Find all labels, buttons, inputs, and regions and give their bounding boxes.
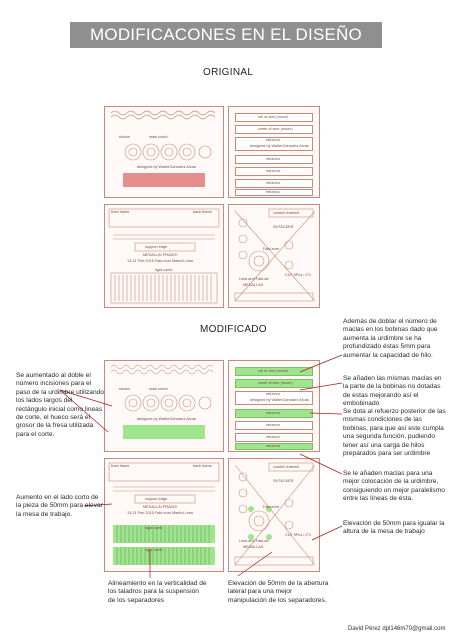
mod-side-label-2: FabLeom — [263, 505, 280, 509]
project-label: MEDALLA! PRADO! — [143, 253, 178, 257]
section-modified-label: MODIFICADO — [200, 324, 267, 335]
mod-side-top-label: comb/b frame/b — [273, 465, 300, 469]
strip-refuerzo-1: refuerzo — [235, 155, 313, 164]
mod-shown-label: shown — [119, 387, 130, 391]
strip-refuerzo-4: refuerzo — [235, 189, 313, 196]
mod-strip-designer: refuerzo designed by WalterGonzalez Arcas — [235, 391, 313, 405]
mod-support-edge-label: support edge — [145, 497, 168, 501]
annotation-right-5: Elevación de 50mm para igualar la altura de la mesa de trabajo — [343, 520, 445, 536]
side-label-4: Lima and FabLab — [239, 277, 269, 281]
strip-refuerzo-2: refuerzo — [235, 167, 313, 176]
mod-back-frame-label: back frame — [193, 464, 212, 468]
front-frame-label: front frame — [111, 210, 130, 214]
side-label-3: MEDALLAS — [243, 283, 264, 287]
strip-roll: roll of wire (moon) — [235, 113, 313, 122]
side-label-2: FabLeom — [263, 247, 280, 251]
mod-date-label: 13-21 Feb 2015 FabLeom Madrid Lima — [127, 511, 193, 515]
section-original-label: ORIGINAL — [203, 67, 254, 78]
annotation-right-4: Se le añaden maclas para una mejor colocación de la urdimbre, consiguiendo un mejor paralelismo entre las líneas de ésta. — [343, 470, 445, 503]
designer-label: designed by WalterGonzalez Arcas — [137, 165, 196, 169]
strip-designer: refuerzo designed by WalterGonzalez Arcas — [235, 137, 313, 151]
shown-label: shown — [119, 135, 130, 139]
annotation-left-2: Aumento en el lado corto de la pieza de 50mm para elevar la mesa de trabajo. — [16, 494, 103, 518]
annotation-right-2: Se añaden las mismas maclas en la parte de la bobinas no dotadas de estas mejorando así el embobinado — [343, 375, 442, 408]
side-top-label: comb/b frame/b — [273, 211, 300, 215]
mod-strip-refuerzo-3: refuerzo — [235, 433, 313, 442]
mod-side-label-3: MEDALLAS — [243, 545, 264, 549]
side-label-1: SHTACKER — [273, 225, 294, 229]
support-edge-label: support edge — [145, 245, 168, 249]
mod-front-frame-label: front frame — [111, 464, 130, 468]
page-title: MODIFICACONES EN EL DISEÑO ORINAL — [90, 25, 362, 70]
footer-credit: David Pérez dpl146m70@gmail.com — [348, 626, 446, 632]
rigid-comb-label: rigid comb — [155, 268, 173, 272]
side-label-5: CUT 5Pcs / 2*1 — [285, 273, 312, 277]
mod-side-label-5: CUT 5Pcs / 2*1 — [285, 533, 312, 537]
mod-side-label-4: Lima and FabLab — [239, 539, 269, 543]
date-label: 13-21 Feb 2015 FabLeom Madrid Lima — [127, 259, 193, 263]
back-frame-label: back frame — [193, 210, 212, 214]
strip-comb: comb of wire (moon) — [235, 125, 313, 134]
mod-main-comb-label: main comb — [149, 387, 168, 391]
annotation-left-1: Se aumentado al doble el número incisiones para el paso de la urdimbre utilizando los lados largos del rectángulo inicial como lineas de corte, el hueco será el grosor de la fresa utilizada para el corte. — [16, 372, 104, 438]
annotation-right-3: Se dota al refuerzo posterior de las mismas condiciones de las bobinas, para que así este cumpla una segunda función, pudiendo tener así una carga de hilos preparados para ser urdimbre — [343, 408, 446, 458]
mod-strip-refuerzo-4: refuerzo — [235, 443, 313, 450]
main-comb-label: main comb — [149, 135, 168, 139]
mod-strip-comb: comb of wire (moon) — [235, 379, 313, 388]
mod-designer-label: designed by WalterGonzalez Arcas — [137, 417, 196, 421]
annotation-bottom-2: Elevación de 50mm de la abertura lateral para una mejor manipulación de los separadores. — [228, 580, 329, 604]
mod-strip-refuerzo-1: refuerzo — [235, 409, 313, 418]
mod-strip-roll: roll of wire (moon) — [235, 367, 313, 376]
annotation-right-1: Además de doblar el número de maclas en los bobinas dado que aumenta la urdimbre se ha profundizado éstas 5mm para aumentar la capacidad de hilo. — [343, 318, 438, 359]
mod-rigid-comb-1: rigid comb — [145, 526, 163, 530]
strip-refuerzo-3: refuerzo — [235, 179, 313, 188]
mod-rigid-comb-2: rigid comb — [145, 548, 163, 552]
mod-strip-refuerzo-2: refuerzo — [235, 421, 313, 430]
annotation-bottom-1: Alineamiento en la verticalidad de los taladros para la suspensión de los separadores — [108, 580, 207, 604]
mod-project-label: MEDALLA! PRADO! — [143, 505, 178, 509]
mod-side-label-1: SHTACKER — [273, 479, 294, 483]
